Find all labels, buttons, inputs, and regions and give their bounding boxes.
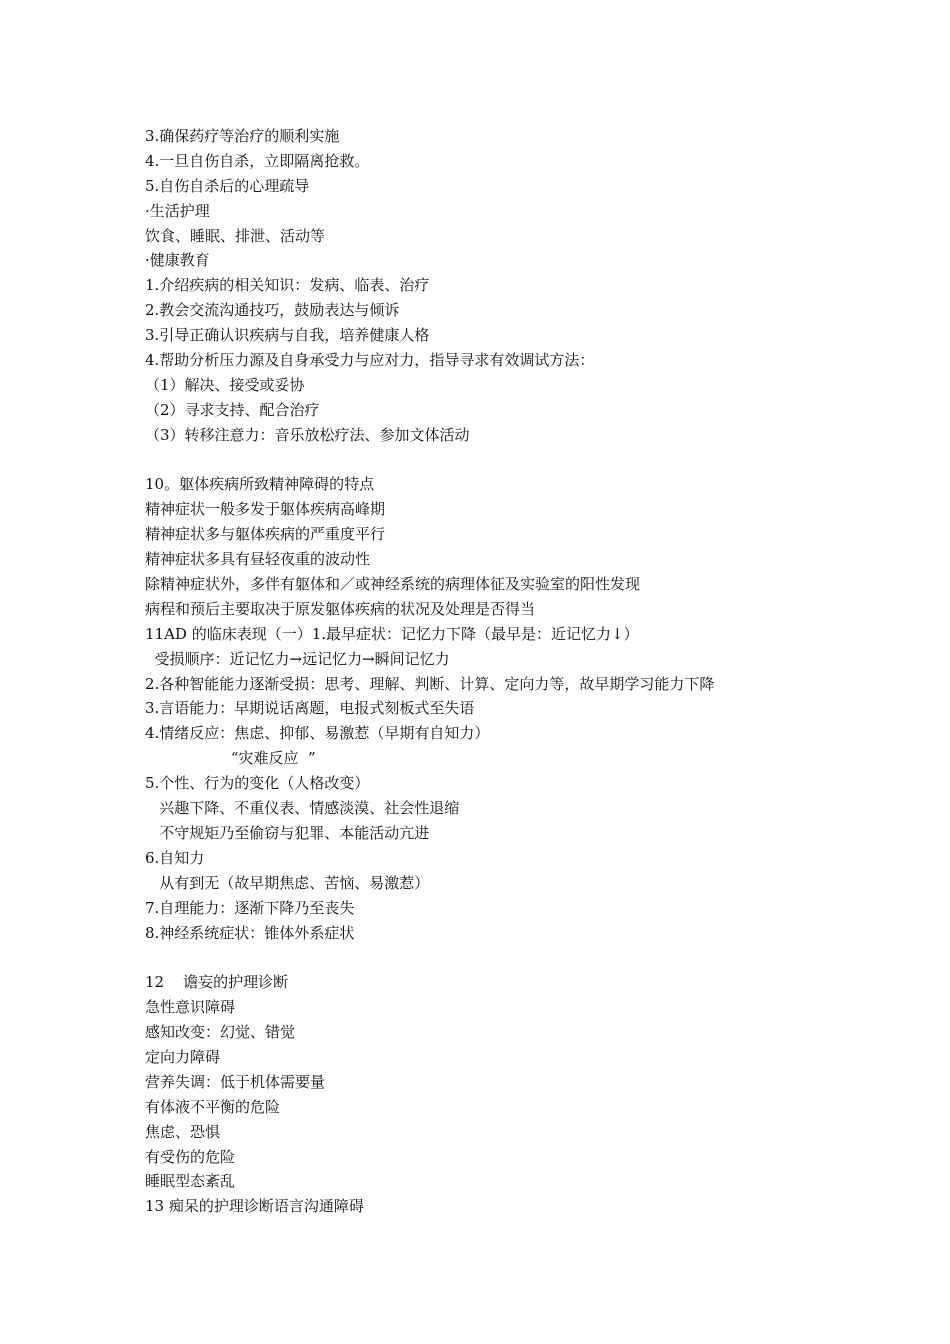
document-body — [145, 124, 825, 1219]
text-line: 兴趣下降、不重仪表、情感淡漠、社会性退缩 — [145, 799, 460, 818]
text-line: 1.介绍疾病的相关知识：发病、临表、治疗 — [145, 276, 430, 295]
text-line: 不守规矩乃至偷窃与犯罪、本能活动亢进 — [145, 823, 430, 842]
text-line: 有受伤的危险 — [145, 1147, 236, 1166]
blank-line — [145, 448, 825, 473]
text-line: 精神症状多具有昼轻夜重的波动性 — [145, 550, 371, 569]
text-line: 焦虑、恐惧 — [145, 1122, 221, 1141]
text-line: 2.各种智能能力逐渐受损：思考、理解、判断、计算、定向力等，故早期学习能力下降 — [145, 674, 715, 693]
text-line: 急性意识障碍 — [145, 998, 236, 1017]
text-line: 6.自知力 — [145, 848, 205, 867]
text-line: 5.个性、行为的变化（人格改变） — [145, 774, 370, 793]
section-heading: 13 痴呆的护理诊断语言沟通障碍 — [145, 1197, 364, 1216]
text-line: 4.一旦自伤自杀，立即隔离抢救。 — [145, 151, 370, 170]
text-line: 营养失调：低于机体需要量 — [145, 1072, 326, 1091]
text-line: 3.言语能力：早期说话离题，电报式刻板式至失语 — [145, 699, 475, 718]
section-heading: 11AD 的临床表现（一）1.最早症状：记忆力下降（最早是：近记忆力↓） — [145, 624, 639, 643]
text-line: 睡眠型态紊乱 — [145, 1172, 236, 1191]
text-line: （3）转移注意力：音乐放松疗法、参加文体活动 — [145, 425, 470, 444]
section-heading: ·生活护理 — [145, 201, 210, 220]
text-line: 2.教会交流沟通技巧，鼓励表达与倾诉 — [145, 301, 400, 320]
text-line: 病程和预后主要取决于原发躯体疾病的状况及处理是否得当 — [145, 599, 536, 618]
text-line: （1）解决、接受或妥协 — [145, 375, 305, 394]
text-line: 除精神症状外，多伴有躯体和／或神经系统的病理体征及实验室的阳性发现 — [145, 575, 641, 594]
text-line: 3.确保药疗等治疗的顺利实施 — [145, 127, 340, 145]
section-heading: 10。躯体疾病所致精神障碍的特点 — [145, 475, 375, 494]
blank-line — [145, 945, 825, 970]
text-line: “灾难反应 ” — [145, 749, 316, 768]
text-line: 5.自伤自杀后的心理疏导 — [145, 176, 310, 195]
text-line: 从有到无（故早期焦虑、苦恼、易激惹） — [145, 873, 430, 892]
text-line: 感知改变：幻觉、错觉 — [145, 1023, 296, 1042]
text-line: 4.情绪反应：焦虑、抑郁、易激惹（早期有自知力） — [145, 724, 490, 743]
text-line: 3.引导正确认识疾病与自我，培养健康人格 — [145, 326, 430, 345]
text-line: 4.帮助分析压力源及自身承受力与应对力，指导寻求有效调试方法： — [145, 351, 595, 370]
text-line: （2）寻求支持、配合治疗 — [145, 400, 320, 419]
text-line: 精神症状多与躯体疾病的严重度平行 — [145, 525, 386, 544]
text-line: 精神症状一般多发于躯体疾病高峰期 — [145, 500, 386, 519]
text-line: 受损顺序：近记忆力→远记忆力→瞬间记忆力 — [145, 649, 450, 668]
section-heading: 12 谵妄的护理诊断 — [145, 973, 289, 992]
section-heading: ·健康教育 — [145, 251, 210, 270]
text-line: 饮食、睡眠、排泄、活动等 — [145, 226, 326, 245]
text-line: 8.神经系统症状：锥体外系症状 — [145, 923, 355, 942]
text-line: 定向力障碍 — [145, 1047, 221, 1066]
text-line: 7.自理能力：逐渐下降乃至丧失 — [145, 898, 355, 917]
text-line: 有体液不平衡的危险 — [145, 1097, 281, 1116]
